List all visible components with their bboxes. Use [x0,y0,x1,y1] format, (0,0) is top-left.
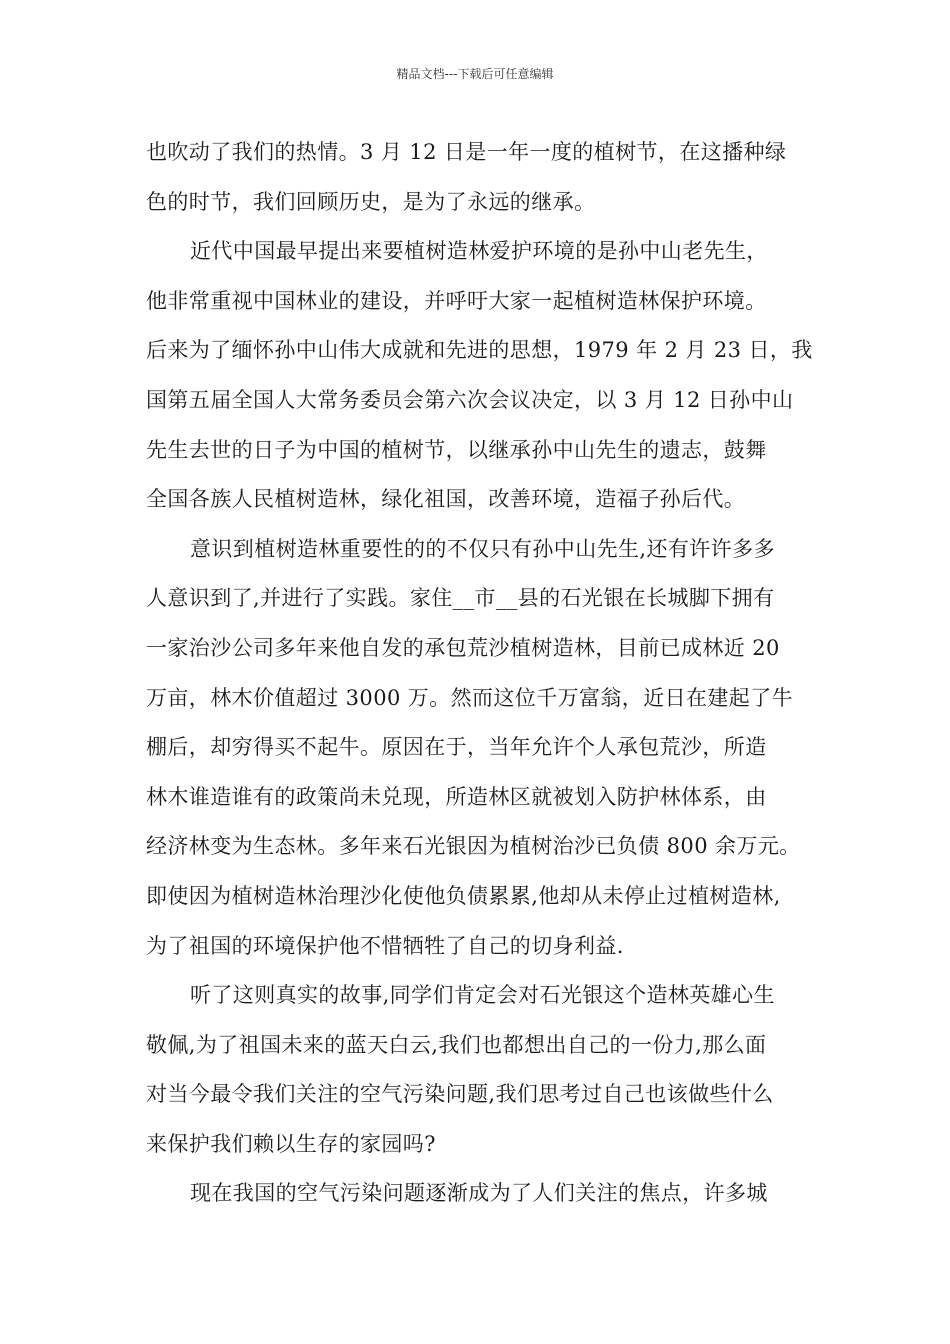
text-line: 来保护我们赖以生存的家园吗? [146,1131,436,1156]
text-line: 即使因为植树造林治理沙化使他负债累累,他却从未停止过植树造林, [146,883,781,908]
text-line: 也吹动了我们的热情。3 月 12 日是一年一度的植树节，在这播种绿 [146,140,787,164]
text-line: 他非常重视中国林业的建设，并呼吁大家一起植树造林保护环境。 [146,288,767,313]
text-line: 万亩，林木价值超过 3000 万。然而这位千万富翁，近日在建起了牛 [146,685,793,710]
text-line: 林木谁造谁有的政策尚未兑现，所造林区就被划入防护林体系，由 [146,784,767,809]
text-line: 为了祖国的环境保护他不惜牺牲了自己的切身利益. [146,933,624,958]
paragraph-first-line: 近代中国最早提出来要植树造林爱护环境的是孙中山老先生， [190,239,768,264]
text-line: 经济林变为生态林。多年来石光银因为植树治沙已负债 800 余万元。 [146,834,801,859]
text-line: 对当今最令我们关注的空气污染问题,我们思考过自己也该做些什么 [146,1082,774,1107]
text-line: 人意识到了,并进行了实践。家住__市__县的石光银在长城脚下拥有 [146,586,775,611]
paragraph-first-line: 听了这则真实的故事,同学们肯定会对石光银这个造林英雄心生 [190,983,775,1008]
text-line: 全国各族人民植树造林，绿化祖国，改善环境，造福子孙后代。 [146,487,746,512]
paragraph-first-line: 意识到植树造林重要性的的不仅只有孙中山先生,还有许许多多 [190,536,775,561]
text-line: 国第五届全国人大常务委员会第六次会议决定，以 3 月 12 日孙中山 [146,387,794,412]
text-line: 后来为了缅怀孙中山伟大成就和先进的思想，1979 年 2 月 23 日，我 [146,338,813,363]
document-body [146,128,818,1219]
text-line: 一家治沙公司多年来他自发的承包荒沙植树造林，目前已成林近 20 [146,635,780,660]
text-line: 敬佩,为了祖国未来的蓝天白云,我们也都想出自己的一份力,那么面 [146,1032,767,1057]
paragraph-first-line: 现在我国的空气污染问题逐渐成为了人们关注的焦点，许多城 [190,1181,768,1206]
text-line: 先生去世的日子为中国的植树节，以继承孙中山先生的遗志，鼓舞 [146,437,767,462]
text-line: 色的时节，我们回顾历史，是为了永远的继承。 [146,189,596,214]
page-header: 精品文档---下载后可任意编辑 [396,67,554,81]
text-line: 棚后，却穷得买不起牛。原因在于，当年允许个人承包荒沙，所造 [146,735,767,760]
